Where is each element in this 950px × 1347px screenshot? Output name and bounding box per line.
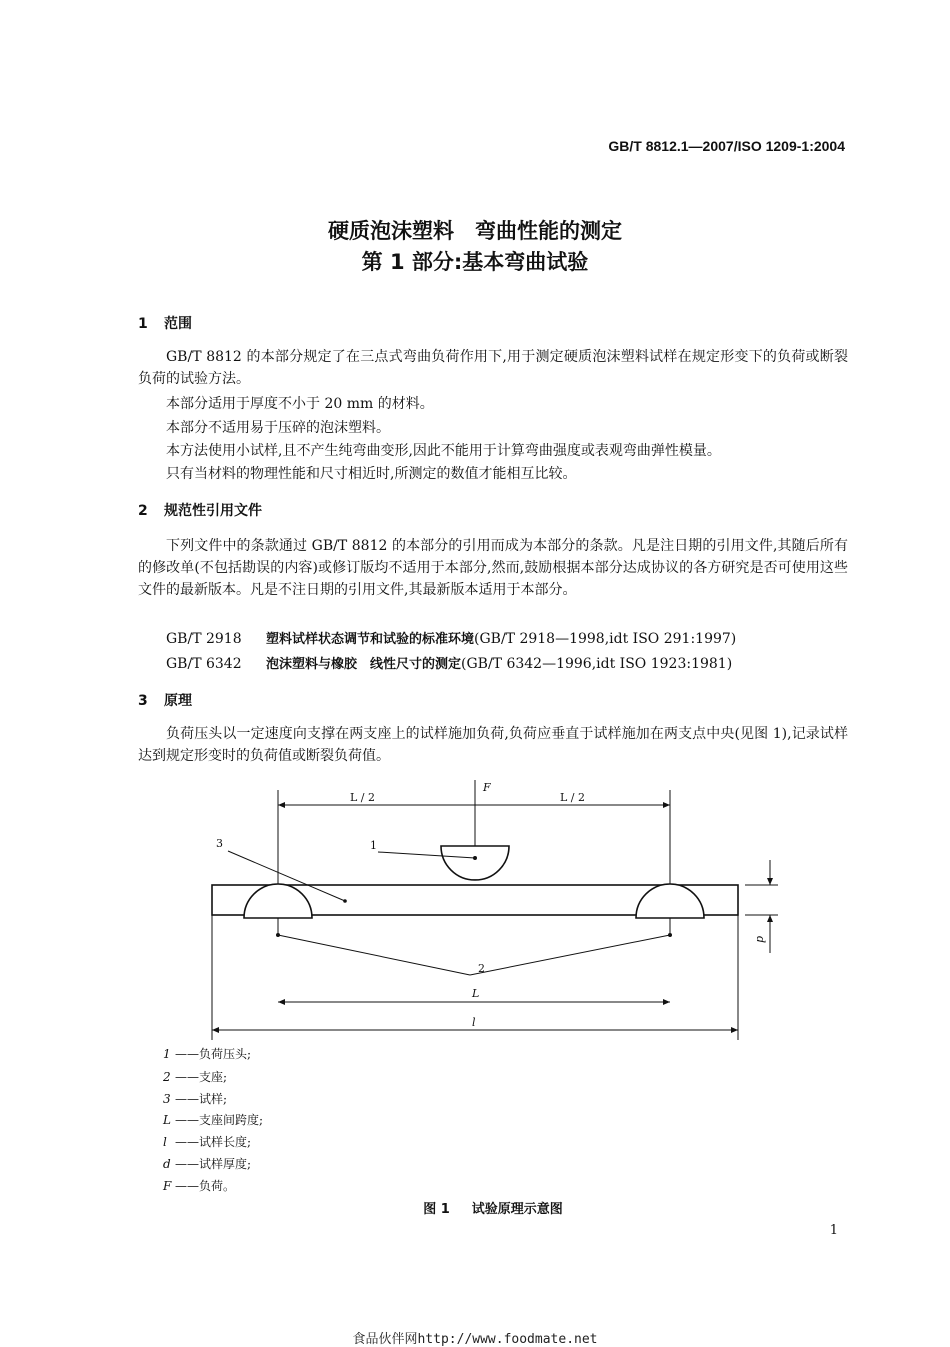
section-2-heading — [138, 500, 262, 520]
page-number: 1 — [829, 1223, 838, 1238]
section-3-heading — [138, 690, 192, 710]
legend-text: ——支座; — [175, 1070, 228, 1084]
legend-item — [163, 1155, 251, 1172]
legend-item — [163, 1045, 251, 1062]
callout-1-label: 1 — [370, 839, 377, 852]
half-span-left-label: L / 2 — [350, 791, 376, 804]
legend-item — [163, 1111, 263, 1128]
section-number: 3 — [138, 693, 148, 709]
reference-name: 塑料试样状态调节和试验的标准环境 — [266, 632, 475, 647]
section-title: 范围 — [164, 316, 192, 332]
callout-2-label: 2 — [478, 962, 485, 975]
scope-comparison-note: 只有当材料的物理性能和尺寸相近时,所测定的数值才能相互比较。 — [166, 466, 577, 482]
scope-exclusion: 本部分不适用易于压碎的泡沫塑料。 — [166, 420, 390, 436]
legend-symbol: F — [163, 1179, 172, 1193]
figure-caption — [0, 1198, 950, 1217]
standard-number: GB/T 8812.1—2007/ISO 1209-1:2004 — [608, 138, 845, 154]
legend-item — [163, 1090, 227, 1107]
callout-leader — [470, 935, 670, 975]
thickness-label: d — [754, 936, 767, 944]
reference-detail: (GB/T 2918—1998,idt ISO 291:1997) — [474, 631, 737, 647]
length-label: l — [472, 1016, 476, 1029]
reference-item — [166, 628, 736, 647]
legend-text: ——负荷。 — [175, 1179, 236, 1193]
reference-detail: (GB/T 6342—1996,idt ISO 1923:1981) — [461, 656, 733, 672]
section-1-heading — [138, 313, 192, 333]
three-point-bending-diagram — [200, 775, 790, 1045]
reference-code: GB/T 6342 — [166, 656, 242, 672]
scope-paragraph: GB/T 8812 的本部分规定了在三点式弯曲负荷作用下,用于测定硬质泡沫塑料试样在规定形变下的负荷或断裂负荷的试验方法。 — [138, 349, 848, 387]
legend-symbol: 3 — [163, 1092, 171, 1106]
figure-caption-number: 图 1 — [423, 1202, 450, 1217]
reference-code: GB/T 2918 — [166, 631, 242, 647]
legend-symbol: L — [163, 1113, 171, 1127]
callout-3-label: 3 — [216, 837, 223, 850]
legend-symbol: l — [163, 1135, 167, 1149]
legend-item — [163, 1177, 235, 1194]
section-number: 1 — [138, 316, 148, 332]
section-title: 原理 — [164, 693, 192, 709]
reference-name: 泡沫塑料与橡胶 线性尺寸的测定 — [266, 657, 462, 672]
document-subtitle: 第 1 部分:基本弯曲试验 — [361, 250, 589, 274]
legend-symbol: 1 — [163, 1047, 171, 1061]
legend-text: ——试样; — [175, 1092, 228, 1106]
span-label: L — [472, 987, 480, 1000]
legend-item — [163, 1133, 251, 1150]
legend-text: ——负荷压头; — [175, 1047, 252, 1061]
legend-item — [163, 1068, 227, 1085]
loading-nose — [441, 846, 509, 880]
document-title: 硬质泡沫塑料 弯曲性能的测定 — [328, 219, 622, 243]
force-label: F — [483, 781, 491, 794]
scope-applicability: 本部分适用于厚度不小于 20 mm 的材料。 — [166, 396, 434, 412]
section-title: 规范性引用文件 — [164, 503, 262, 519]
legend-text: ——试样厚度; — [175, 1157, 252, 1171]
normative-references-paragraph: 下列文件中的条款通过 GB/T 8812 的本部分的引用而成为本部分的条款。凡是注日期的引用文件,其随后所有的修改单(不包括勘误的内容)或修订版均不适用于本部分,然而,鼓励根据本部分达成协议的各方研究是否可使用这些文件的最新版本。凡是不注日期的引用文件,其最新版本适用于本部分。 — [138, 538, 848, 598]
scope-method-note: 本方法使用小试样,且不产生纯弯曲变形,因此不能用于计算弯曲强度或表观弯曲弹性模量。 — [166, 443, 721, 459]
legend-text: ——试样长度; — [175, 1135, 252, 1149]
legend-symbol: d — [163, 1157, 171, 1171]
legend-text: ——支座间跨度; — [175, 1113, 264, 1127]
section-number: 2 — [138, 503, 148, 519]
legend-symbol: 2 — [163, 1070, 171, 1084]
footer-watermark: 食品伙伴网http://www.foodmate.net — [352, 1332, 598, 1347]
callout-point — [343, 899, 347, 903]
principle-paragraph: 负荷压头以一定速度向支撑在两支座上的试样施加负荷,负荷应垂直于试样施加在两支点中央(见图 1),记录试样达到规定形变时的负荷值或断裂负荷值。 — [138, 726, 848, 764]
callout-leader — [278, 935, 470, 975]
figure-caption-text: 试验原理示意图 — [471, 1202, 563, 1217]
reference-item — [166, 653, 732, 672]
half-span-right-label: L / 2 — [560, 791, 586, 804]
